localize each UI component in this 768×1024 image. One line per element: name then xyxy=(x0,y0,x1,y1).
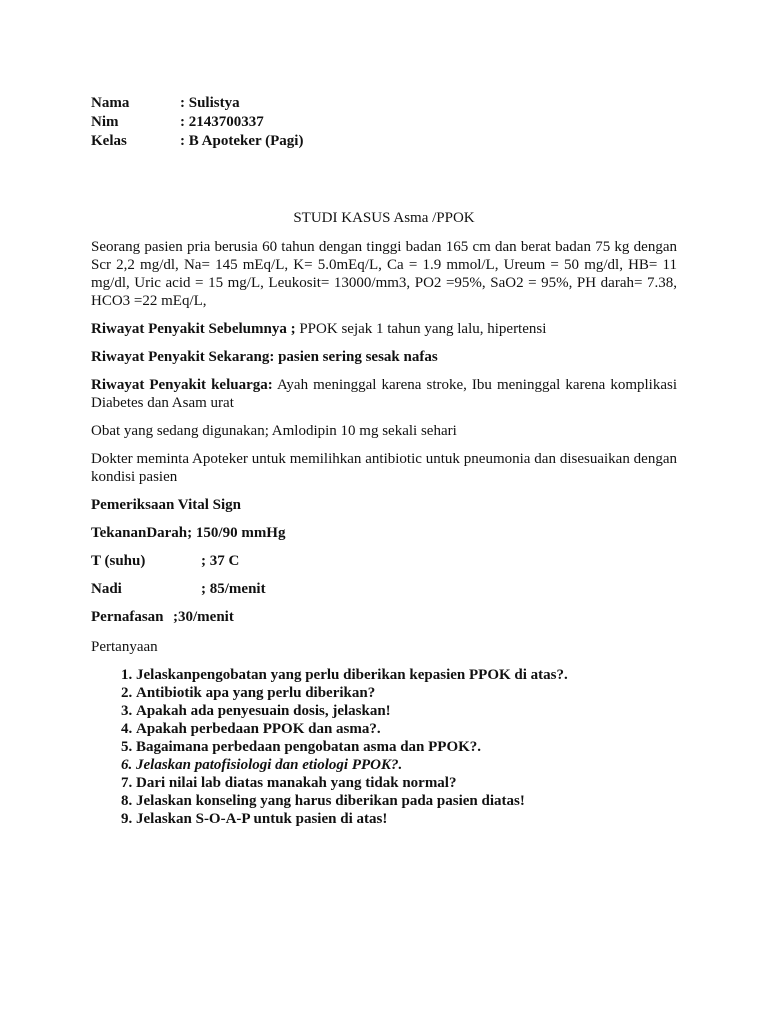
list-item: 6. Jelaskan patofisiologi dan etiologi PPOK?. xyxy=(136,756,677,774)
vital-row xyxy=(91,524,677,552)
case-content xyxy=(91,238,677,828)
history-past-value: PPOK sejak 1 tahun yang lalu, hipertensi xyxy=(295,321,547,337)
document-title: STUDI KASUS Asma /PPOK xyxy=(293,210,475,226)
questions-heading: Pertanyaan xyxy=(91,639,158,655)
history-family-label: Riwayat Penyakit keluarga: xyxy=(91,377,273,393)
identity-value: : Sulistya xyxy=(180,95,240,111)
identity-value: : B Apoteker (Pagi) xyxy=(180,133,304,149)
list-item: 8. Jelaskan konseling yang harus diberikan pada pasien diatas! xyxy=(136,792,677,810)
vital-label: Nadi xyxy=(91,581,122,597)
identity-row-nim xyxy=(91,113,491,132)
list-item: 2. Antibiotik apa yang perlu diberikan? xyxy=(136,684,677,702)
identity-value: : 2143700337 xyxy=(180,114,264,130)
vital-label: Pernafasan xyxy=(91,609,164,625)
identity-label: Nama xyxy=(91,95,130,111)
vital-value: ; 150/90 mmHg xyxy=(187,525,286,541)
list-item: 9. Jelaskan S-O-A-P untuk pasien di atas! xyxy=(136,810,677,828)
list-item: 5. Bagaimana perbedaan pengobatan asma dan PPOK?. xyxy=(136,738,677,756)
history-current: Riwayat Penyakit Sekarang: pasien sering sesak nafas xyxy=(91,349,438,365)
list-item: 4. Apakah perbedaan PPOK dan asma?. xyxy=(136,720,677,738)
history-past-label: Riwayat Penyakit Sebelumnya ; xyxy=(91,321,296,337)
student-identity xyxy=(91,94,491,151)
history-family-value: Ayah meninggal karena stroke, Ibu meninggal karena komplikasi Diabetes dan Asam urat xyxy=(91,377,677,411)
vital-value: ;30/menit xyxy=(173,609,234,625)
vital-label: T (suhu) xyxy=(91,553,146,569)
current-medication: Obat yang sedang digunakan; Amlodipin 10 mg sekali sehari xyxy=(91,423,457,439)
identity-label: Kelas xyxy=(91,133,127,149)
vital-sign-heading: Pemeriksaan Vital Sign xyxy=(91,497,242,513)
list-item: 3. Apakah ada penyesuain dosis, jelaskan! xyxy=(136,702,677,720)
doctor-request: Dokter meminta Apoteker untuk memilihkan antibiotic untuk pneumonia dan disesuaikan dengan kondisi pasien xyxy=(91,451,677,485)
history-past xyxy=(91,320,677,338)
identity-label: Nim xyxy=(91,114,119,130)
question-list xyxy=(91,666,677,828)
case-description: Seorang pasien pria berusia 60 tahun dengan tinggi badan 165 cm dan berat badan 75 kg dengan Scr 2,2 mg/dl, Na= 145 mEq/L, K= 5.0mEq/L, Ca = 1.9 mmol/L, Ureum = 50 mg/dl, HB= 11 mg/dl, Uric acid = 15 mg/L, Leukosit= 13000/mm3, PO2 =95%, SaO2 = 95%, PH darah= 7.38, HCO3 =22 mEq/L, xyxy=(91,239,677,309)
list-item: 7. Dari nilai lab diatas manakah yang tidak normal? xyxy=(136,774,677,792)
vital-row xyxy=(91,608,677,636)
vital-value: ; 85/menit xyxy=(201,581,266,597)
vital-row xyxy=(91,580,677,608)
history-family xyxy=(91,376,677,412)
vital-value: ; 37 C xyxy=(201,553,240,569)
identity-row-nama xyxy=(91,94,491,113)
vital-label: TekananDarah xyxy=(91,525,188,541)
list-item: 1. Jelaskanpengobatan yang perlu diberikan kepasien PPOK di atas?. xyxy=(136,666,677,684)
identity-row-kelas xyxy=(91,132,491,151)
vital-row xyxy=(91,552,677,580)
